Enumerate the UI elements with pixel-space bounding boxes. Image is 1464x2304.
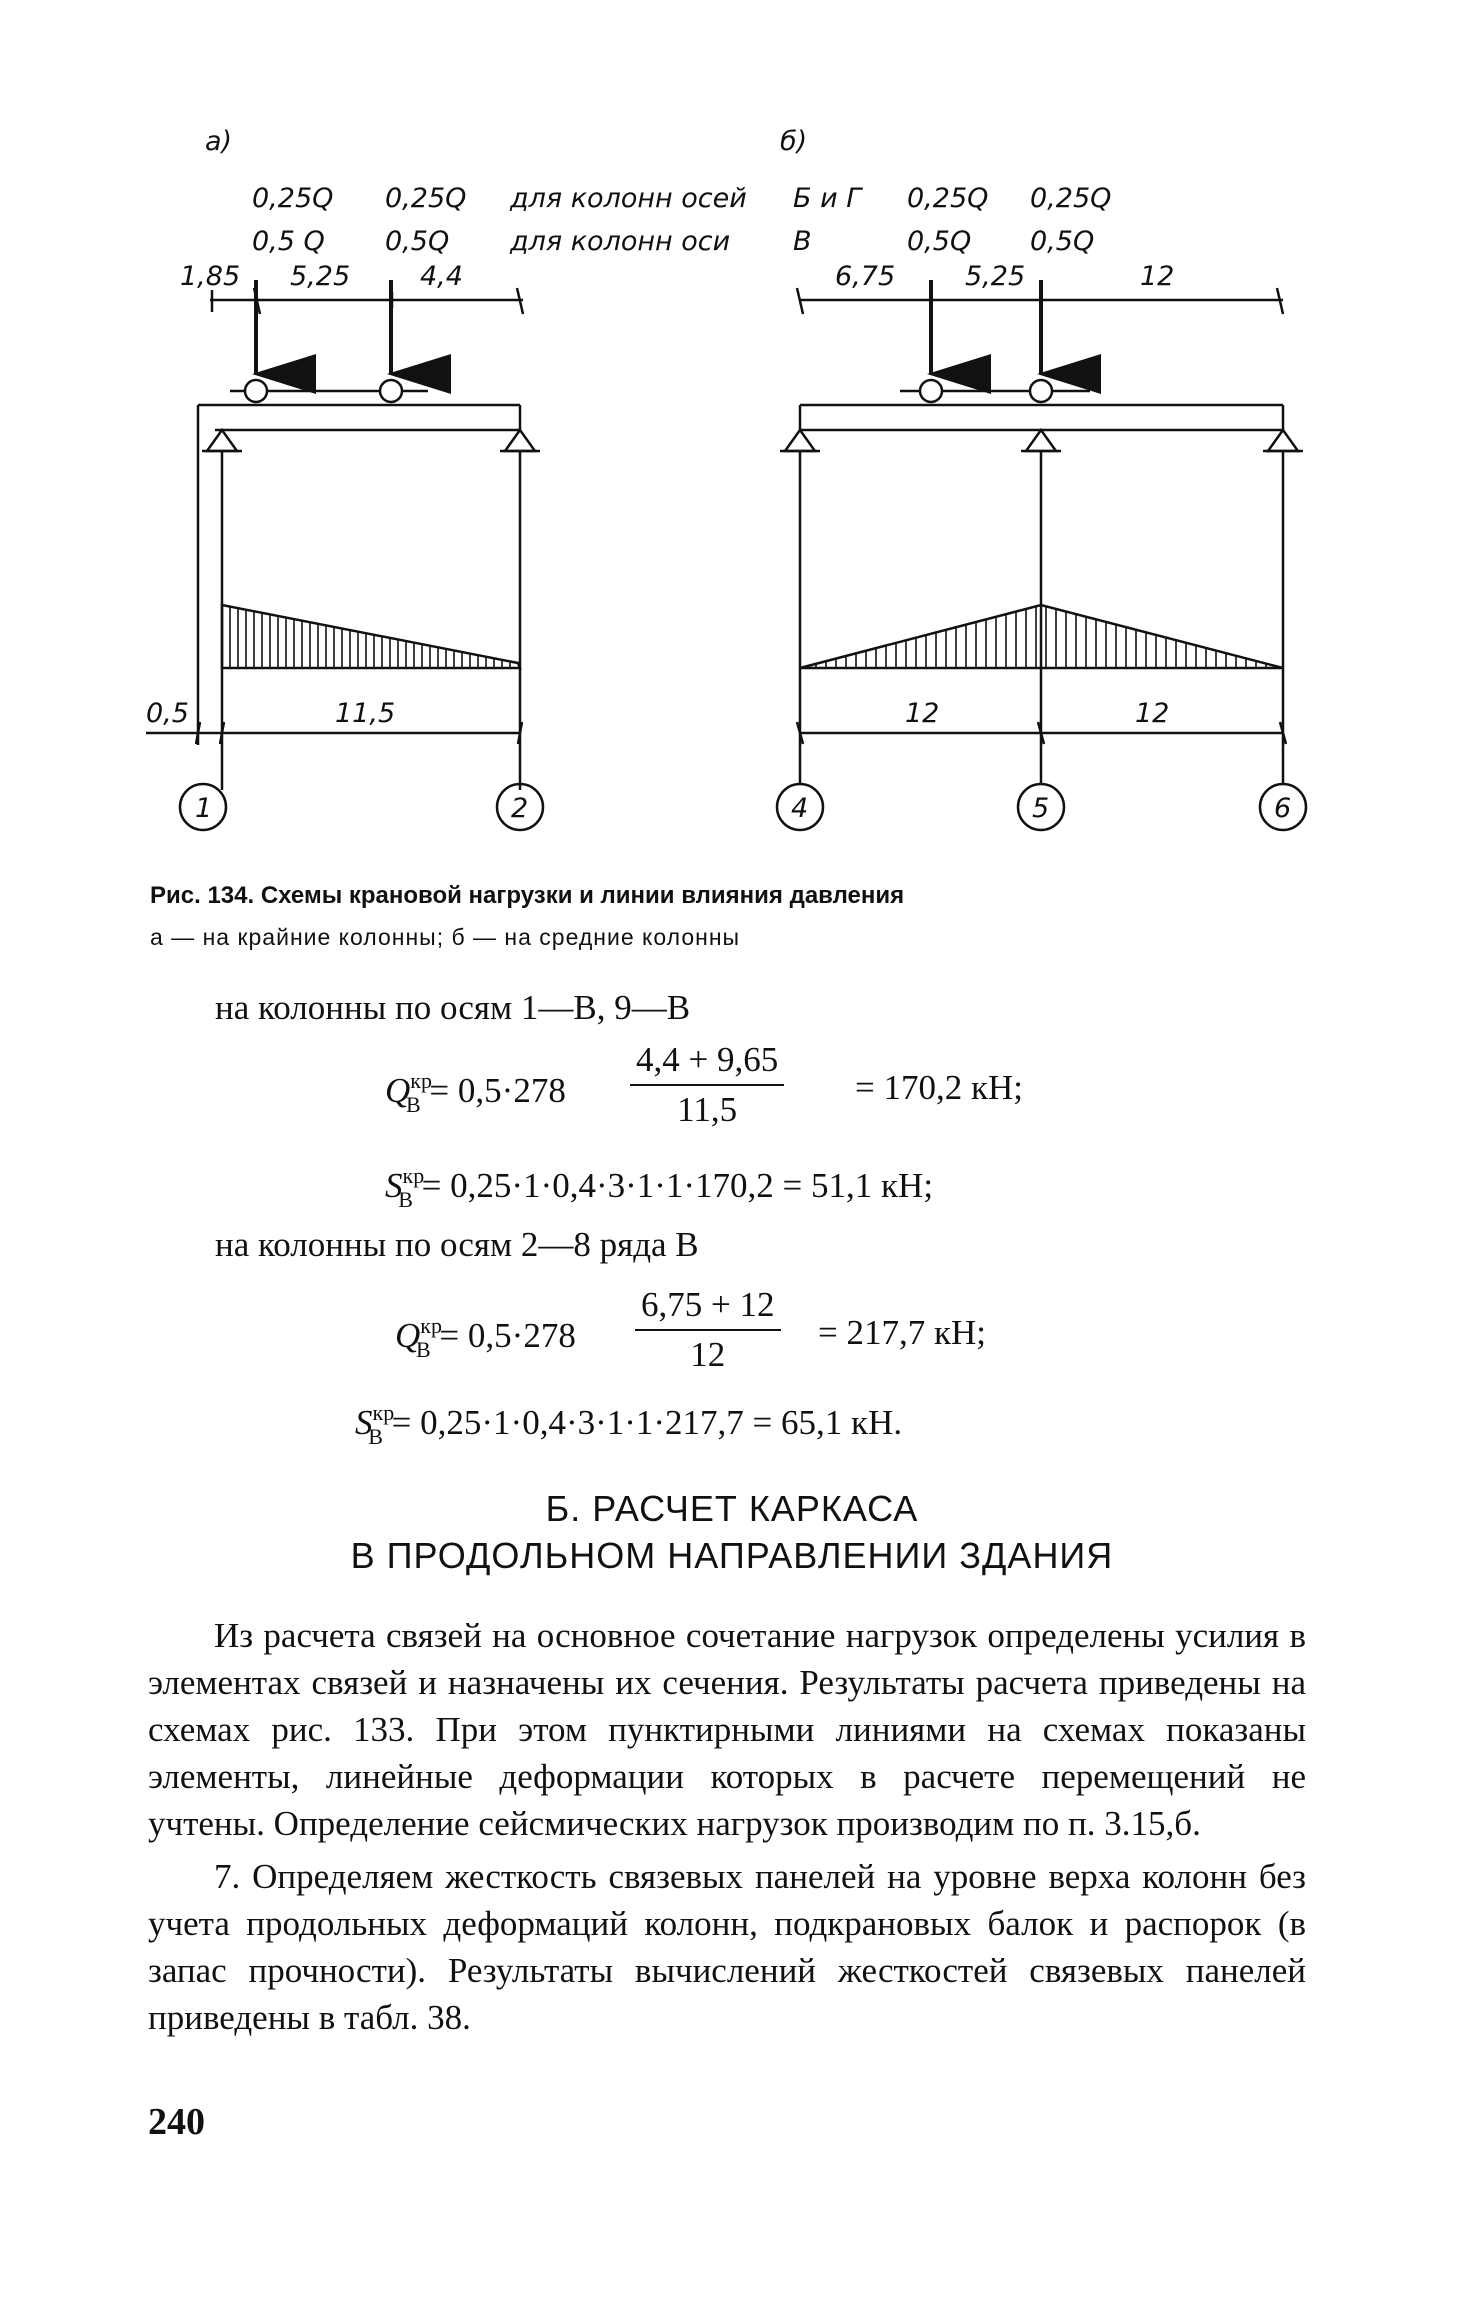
- a-dim-3: 4,4: [420, 261, 463, 292]
- legend-row1: для колонн осей: [510, 183, 747, 214]
- paragraph-2: 7. Определяем жесткость связевых панелей на уровне верха колонн без учета продольных деформаций колонн, подкрановых балок и распорок (в запас прочности). Результаты вычислений жесткостей связевых панелей приведены в табл. 38.: [148, 1857, 1306, 2037]
- b-load-2: 0,25Q: [1030, 183, 1112, 214]
- a-dim-4: 0,5: [146, 698, 189, 729]
- label-a: а): [205, 126, 233, 157]
- equation-3: [395, 1313, 576, 1363]
- b-load-1: 0,25Q: [907, 183, 989, 214]
- equation-4: [355, 1400, 902, 1450]
- eq3-symbol: Q: [395, 1316, 421, 1355]
- eq2-sup: кр: [402, 1163, 425, 1188]
- legend-axes-bg: Б и Г: [793, 183, 862, 214]
- body-text: [148, 1612, 1306, 2041]
- eq3-denominator: 12: [690, 1335, 726, 1374]
- b-dim-4: 12: [905, 698, 940, 729]
- eq4-sup: кр: [372, 1400, 395, 1425]
- eq2-sub: В: [398, 1187, 413, 1212]
- a-load-1: 0,25Q: [252, 183, 334, 214]
- b-dim-5: 12: [1135, 698, 1170, 729]
- eq1-sub: В: [405, 1092, 421, 1117]
- eq1-result: = 170,2 кН;: [855, 1068, 1023, 1107]
- axis-6: 6: [1274, 793, 1292, 824]
- eq1-denominator: 11,5: [677, 1090, 738, 1129]
- eq3-sub: В: [415, 1337, 431, 1362]
- equation-2: [385, 1163, 933, 1213]
- figure-caption-subtitle: а — на крайние колонны; б — на средние колонны: [150, 924, 741, 950]
- b-dim-1: 6,75: [835, 261, 896, 292]
- eq1-numerator: 4,4 + 9,65: [630, 1040, 784, 1086]
- a-dim-5: 11,5: [335, 698, 396, 729]
- text-axes-2: на колонны по осям 2—8 ряда В: [215, 1225, 699, 1264]
- eq3-sup: кр: [420, 1313, 442, 1338]
- b-dim-3: 12: [1140, 261, 1175, 292]
- a-load-3: 0,5 Q: [252, 226, 325, 257]
- eq4-symbol: S: [355, 1403, 373, 1442]
- paragraph-1: Из расчета связей на основное сочетание нагрузок определены усилия в элементах связей и назначены их сечения. Результаты расчета приведены на схемах рис. 133. При этом пунктирными линиями на схемах показаны элементы, линейные деформации которых в расчете перемещений не учтены. Определение сейсмических нагрузок производим по п. 3.15,б.: [148, 1616, 1306, 1843]
- a-dim-1: 1,85: [180, 261, 241, 292]
- eq3-fraction: [635, 1285, 781, 1375]
- b-load-3: 0,5Q: [907, 226, 972, 257]
- b-dim-2: 5,25: [965, 261, 1026, 292]
- a-load-4: 0,5Q: [385, 226, 450, 257]
- b-load-4: 0,5Q: [1030, 226, 1095, 257]
- equation-1: [385, 1068, 566, 1118]
- legend-row2: для колонн оси: [510, 226, 731, 257]
- eq1-fraction: [630, 1040, 784, 1130]
- eq3-pre: = 0,5·278: [439, 1316, 576, 1355]
- crane-load-figure: [0, 0, 1464, 880]
- section-heading-line1: Б. РАСЧЕТ КАРКАСА: [545, 1488, 919, 1529]
- eq4-sub: В: [368, 1424, 383, 1449]
- figure-caption-title: Рис. 134. Схемы крановой нагрузки и линии влияния давления: [150, 882, 905, 909]
- eq2-symbol: S: [385, 1166, 403, 1205]
- axis-5: 5: [1032, 793, 1050, 824]
- eq2-rest: = 0,25·1·0,4·3·1·1·170,2 = 51,1 кН;: [421, 1166, 934, 1205]
- a-load-2: 0,25Q: [385, 183, 467, 214]
- eq3-result: = 217,7 кН;: [818, 1313, 986, 1352]
- eq1-symbol: Q: [385, 1071, 411, 1110]
- eq3-numerator: 6,75 + 12: [635, 1285, 781, 1331]
- axis-4: 4: [791, 793, 809, 824]
- eq1-pre: = 0,5·278: [429, 1071, 566, 1110]
- scheme-a: [146, 280, 543, 830]
- eq4-rest: = 0,25·1·0,4·3·1·1·217,7 = 65,1 кН.: [391, 1403, 903, 1442]
- legend-axis-v: В: [793, 226, 812, 257]
- axis-2: 2: [511, 793, 529, 824]
- page-number: 240: [148, 2101, 205, 2143]
- hatch-a: [230, 607, 510, 668]
- text-axes-1: на колонны по осям 1—В, 9—В: [215, 988, 691, 1027]
- axis-1: 1: [195, 793, 213, 824]
- section-heading-line2: В ПРОДОЛЬНОМ НАПРАВЛЕНИИ ЗДАНИЯ: [350, 1535, 1114, 1576]
- label-b: б): [780, 126, 808, 157]
- eq1-sup: кр: [410, 1068, 432, 1093]
- scheme-b: [777, 280, 1306, 830]
- a-dim-2: 5,25: [290, 261, 351, 292]
